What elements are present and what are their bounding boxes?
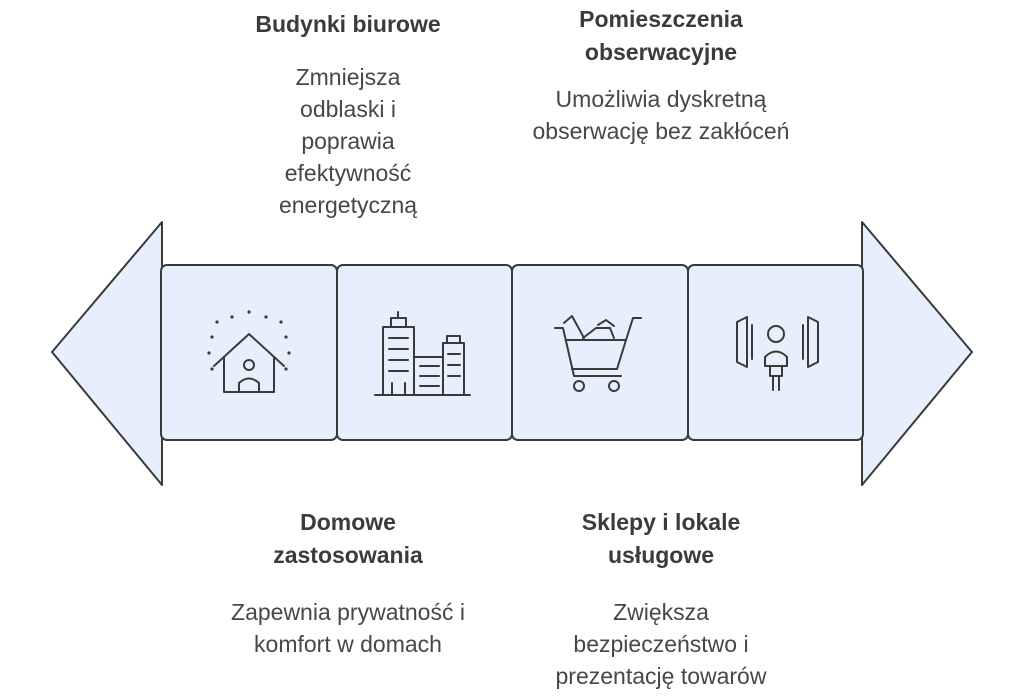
shops-description: Zwiększa bezpieczeństwo i prezentację towarów [555, 599, 767, 689]
segment-box-shops [512, 265, 688, 440]
segment-box-office [337, 265, 512, 440]
segment-box-home [161, 265, 337, 440]
observation-description: Umożliwia dyskretną obserwację bez zakłóceń [532, 86, 790, 144]
left-arrowhead [52, 222, 162, 485]
label-shops [521, 506, 801, 692]
home-title: Domowe zastosowania [273, 509, 423, 568]
office-title: Budynki biurowe [255, 11, 441, 37]
label-observation [521, 3, 801, 147]
observation-title: Pomieszczenia obserwacyjne [579, 6, 743, 65]
office-description: Zmniejsza odblaski i poprawia efektywność energetyczną [278, 64, 418, 218]
home-description: Zapewnia prywatność i komfort w domach [231, 599, 465, 657]
right-arrowhead [862, 222, 972, 485]
shops-title: Sklepy i lokale usługowe [581, 509, 741, 568]
label-home [208, 506, 488, 660]
label-office [208, 8, 488, 221]
